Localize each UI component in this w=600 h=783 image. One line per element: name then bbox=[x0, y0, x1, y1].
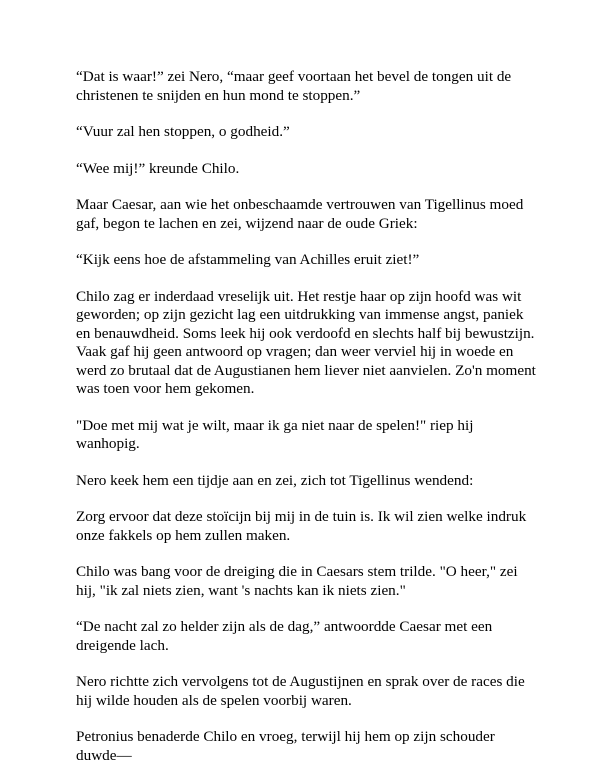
paragraph: Chilo zag er inderdaad vreselijk uit. Het restje haar op zijn hoofd was wit geworden; op zijn gezicht lag een uitdrukking van immense angst, paniek en benauwdheid. Soms leek hij ook verdoofd en slechts half bij bewustzijn. Vaak gaf hij geen antwoord op vragen; dan weer verviel hij in woede en werd zo brutaal dat de Augustianen hem liever niet aanvielen. Zo'n moment was toen voor hem gekomen. bbox=[76, 287, 536, 397]
paragraph: Nero keek hem een tijdje aan en zei, zich tot Tigellinus wendend: bbox=[76, 471, 474, 489]
paragraph: Zorg ervoor dat deze stoïcijn bij mij in de tuin is. Ik wil zien welke indruk onze fakkels op hem zullen maken. bbox=[76, 508, 527, 544]
paragraph: “Vuur zal hen stoppen, o godheid.” bbox=[76, 123, 290, 140]
paragraph: “Dat is waar!” zei Nero, “maar geef voortaan het bevel de tongen uit de christenen te snijden en hun mond te stoppen.” bbox=[76, 68, 512, 104]
paragraph: Chilo was bang voor de dreiging die in Caesars stem trilde. "O heer," zei hij, "ik zal niets zien, want 's nachts kan ik niets zien." bbox=[76, 563, 518, 599]
paragraph: “De nacht zal zo helder zijn als de dag,” antwoordde Caesar met een dreigende lach. bbox=[76, 618, 493, 654]
paragraph: Nero richtte zich vervolgens tot de Augustijnen en sprak over de races die hij wilde houden als de spelen voorbij waren. bbox=[76, 673, 525, 709]
document-page bbox=[76, 68, 536, 783]
paragraph: Maar Caesar, aan wie het onbeschaamde vertrouwen van Tigellinus moed gaf, begon te lachen en zei, wijzend naar de oude Griek: bbox=[76, 196, 524, 232]
paragraph: "Doe met mij wat je wilt, maar ik ga niet naar de spelen!" riep hij wanhopig. bbox=[76, 416, 474, 452]
paragraph: “Kijk eens hoe de afstammeling van Achilles eruit ziet!” bbox=[76, 251, 420, 268]
paragraph: Petronius benaderde Chilo en vroeg, terwijl hij hem op zijn schouder duwde— bbox=[76, 728, 495, 764]
paragraph: “Wee mij!” kreunde Chilo. bbox=[76, 159, 240, 177]
